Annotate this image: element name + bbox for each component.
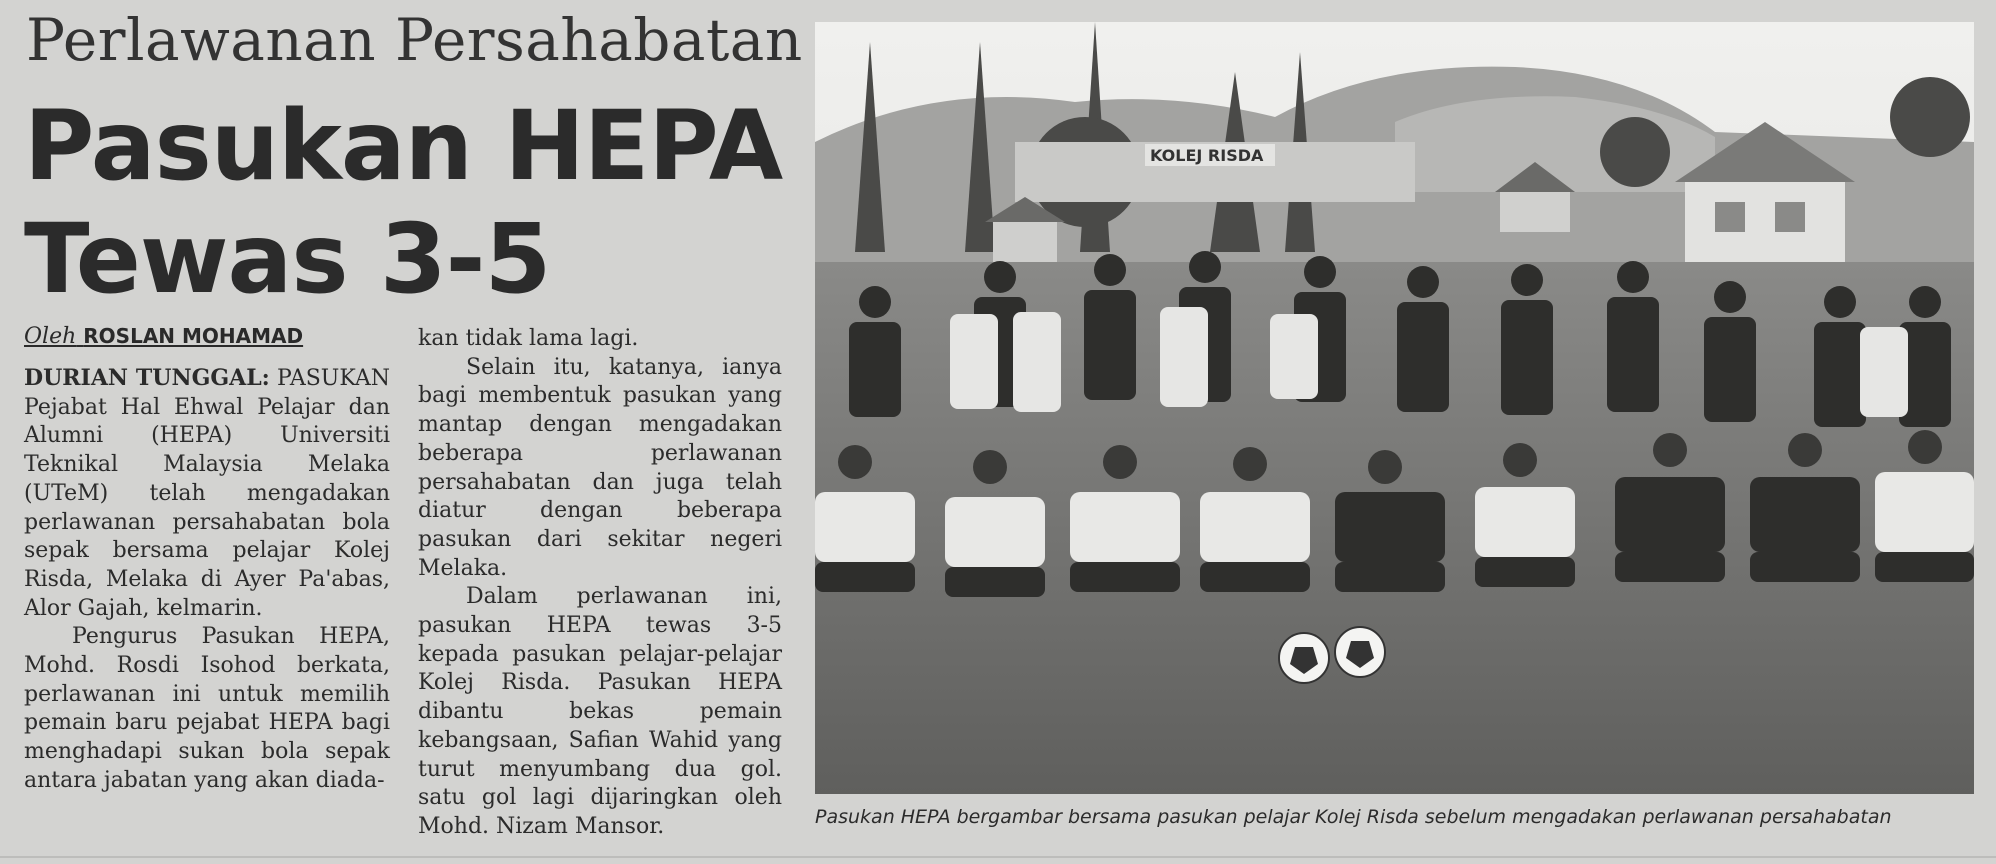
paragraph: Selain itu, katanya, ianya bagi membentuk pasukan yang mantap dengan mengadakan beberapa perlawanan persahabatan dan juga telah diatur dengan beberapa pasukan dari sekitar negeri Melaka.: [418, 354, 782, 581]
paragraph: kan tidak lama lagi.: [418, 326, 639, 351]
article-kicker: Perlawanan Persahabatan: [26, 6, 803, 74]
headline-line-1: Pasukan HEPA: [24, 90, 783, 202]
paragraph-text: PASUKAN Pejabat Hal Ehwal Pelajar dan Alumni (HEPA) Universiti Teknikal Malaysia Melaka (UTeM) telah mengadakan perlawanan persahabatan bola sepak bersama pelajar Kolej Risda, Melaka di Ayer Pa'abas, Alor Gajah, kelmarin.: [24, 366, 390, 621]
article-column-1: [24, 364, 390, 796]
byline-author: ROSLAN MOHAMAD: [83, 324, 304, 348]
article-headline: [24, 90, 782, 316]
byline-prefix: Oleh: [24, 324, 77, 349]
football-icon: [1279, 633, 1329, 683]
paragraph: Dalam perlawanan ini, pasukan HEPA tewas 3-5 kepada pasukan pelajar-pelajar Kolej Risda. Pasukan HEPA dibantu bekas pemain kebangsaan, Safian Wahid yang turut menyumbang dua gol. satu gol lagi dijaringkan oleh Mohd. Nizam Mansor.: [418, 584, 782, 839]
paragraph: [24, 364, 390, 623]
article-column-2: [418, 325, 782, 842]
team-photo: [815, 22, 1974, 794]
divider: [0, 856, 1996, 858]
kolej-risda-sign: KOLEJ RISDA: [1150, 146, 1264, 165]
paragraph: Pengurus Pasukan HEPA, Mohd. Rosdi Isohod berkata, perlawanan ini untuk memilih pemain baru pejabat HEPA bagi menghadapi sukan bola sepak antara jabatan yang akan diada-: [24, 624, 390, 793]
headline-line-2: Tewas 3-5: [24, 203, 551, 315]
byline: [24, 324, 303, 349]
football-icon: [1335, 627, 1385, 677]
dateline: DURIAN TUNGGAL:: [24, 365, 270, 391]
photo-caption: Pasukan HEPA bergambar bersama pasukan pelajar Kolej Risda sebelum mengadakan perlawanan persahabatan: [815, 806, 1892, 828]
